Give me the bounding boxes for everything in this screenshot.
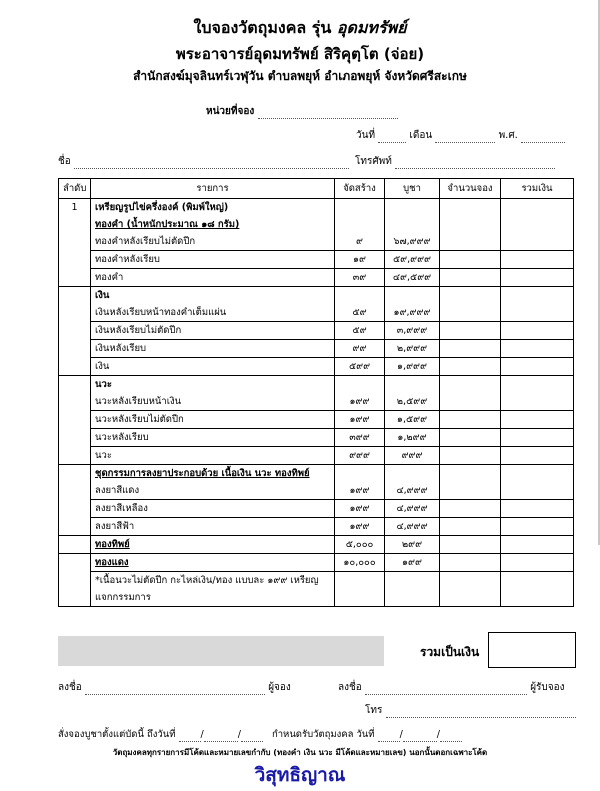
- pay-day-input[interactable]: [179, 729, 201, 742]
- table-row: [59, 572, 574, 590]
- row-price: ๑,๙๙๙: [385, 358, 440, 376]
- total-amount-box[interactable]: [488, 632, 576, 668]
- row-item: เงินหลังเรียบไม่ตัดปีก: [91, 322, 335, 340]
- table-row: [59, 554, 574, 572]
- row-made: [335, 216, 385, 233]
- row-sum[interactable]: [501, 216, 574, 233]
- row-item: ทองคำ: [91, 269, 335, 287]
- table-row: [59, 500, 574, 518]
- row-number: [59, 340, 91, 358]
- row-qty[interactable]: [440, 233, 501, 251]
- row-item: ทองคำ (น้ำหนักประมาณ ๑๘ กรัม): [91, 216, 335, 233]
- form-title: [0, 16, 600, 41]
- year-input[interactable]: [521, 130, 565, 143]
- row-price: [385, 216, 440, 233]
- table-row: [59, 340, 574, 358]
- row-qty[interactable]: [440, 554, 501, 572]
- row-item: *เนื้อนวะไม่ตัดปีก กะไหล่เงิน/ทอง แบบละ ๑๙๙ เหรียญ: [91, 572, 335, 590]
- row-item: เงินหลังเรียบหน้าทองคำเต็มแผ่น: [91, 304, 335, 322]
- row-made: ๑๙๙: [335, 518, 385, 536]
- row-price: ๓,๙๙๙: [385, 322, 440, 340]
- row-qty[interactable]: [440, 447, 501, 465]
- table-row: [59, 465, 574, 483]
- row-item: ทองแดง: [91, 554, 335, 572]
- row-sum[interactable]: [501, 304, 574, 322]
- row-sum[interactable]: [501, 518, 574, 536]
- row-price: ๔,๙๙๙: [385, 482, 440, 500]
- row-qty[interactable]: [440, 429, 501, 447]
- row-made: [335, 465, 385, 483]
- row-qty[interactable]: [440, 500, 501, 518]
- col-sum-header: รวมเงิน: [501, 179, 574, 199]
- table-row: [59, 216, 574, 233]
- row-sum[interactable]: [501, 358, 574, 376]
- row-item: นวะ: [91, 376, 335, 394]
- row-number: [59, 233, 91, 251]
- row-made: ๑๙๙: [335, 500, 385, 518]
- table-row: [59, 376, 574, 394]
- row-made: ๕๙๙: [335, 358, 385, 376]
- row-sum[interactable]: [501, 429, 574, 447]
- row-price: ๒๙๙: [385, 536, 440, 554]
- month-label: เดือน: [409, 130, 433, 141]
- receiver-phone: [365, 703, 576, 718]
- row-item: ชุดกรรมการลงยาประกอบด้วย เนื้อเงิน นวะ ทองทิพย์: [91, 465, 335, 483]
- row-price: [385, 572, 440, 590]
- row-price: [385, 376, 440, 394]
- phone-field: [355, 154, 555, 169]
- row-made: ๕,๐๐๐: [335, 536, 385, 554]
- row-sum[interactable]: [501, 233, 574, 251]
- month-input[interactable]: [435, 130, 495, 143]
- table-row: [59, 447, 574, 465]
- table-row: [59, 304, 574, 322]
- row-item: ทองคำหลังเรียบ: [91, 251, 335, 269]
- table-row: [59, 411, 574, 429]
- row-price: ๑๙,๙๙๙: [385, 304, 440, 322]
- row-item: นวะ: [91, 447, 335, 465]
- row-sum[interactable]: [501, 572, 574, 590]
- row-sum[interactable]: [501, 500, 574, 518]
- row-number: [59, 554, 91, 572]
- row-item: เหรียญรูปไข่ครึ่งองค์ (พิมพ์ใหญ่): [91, 199, 335, 217]
- row-made: [335, 287, 385, 305]
- row-made: ๑๙๙: [335, 393, 385, 411]
- row-price: ๔,๙๙๙: [385, 500, 440, 518]
- row-sum[interactable]: [501, 536, 574, 554]
- row-number: [59, 269, 91, 287]
- date-field: [356, 128, 565, 143]
- row-made: ๓๙: [335, 269, 385, 287]
- row-made: [335, 376, 385, 394]
- schedule-line: สั่งจองบูชาตั้งแต่บัดนี้ ถึงวันที่ / / กำหนดรับวัตถุมงคล วันที่ / /: [58, 727, 462, 742]
- receiver-phone-input[interactable]: [386, 705, 576, 718]
- col-made-header: จัดสร้าง: [335, 179, 385, 199]
- row-sum[interactable]: [501, 322, 574, 340]
- row-price: ๔,๙๙๙: [385, 518, 440, 536]
- row-qty[interactable]: [440, 376, 501, 394]
- receive-day-input[interactable]: [378, 729, 400, 742]
- row-item: แจกกรรมการ: [91, 589, 335, 607]
- unit-label: หน่วยที่จอง: [206, 106, 255, 117]
- row-number: [59, 589, 91, 607]
- row-item: ทองทิพย์: [91, 536, 335, 554]
- row-sum[interactable]: [501, 554, 574, 572]
- row-number: [59, 429, 91, 447]
- row-price: ๑๙๙: [385, 554, 440, 572]
- series-name: อุดมทรัพย์: [336, 18, 407, 37]
- row-item: เงิน: [91, 358, 335, 376]
- row-sum[interactable]: [501, 447, 574, 465]
- form-title-main: ใบจองวัตถุมงคล รุ่น: [193, 18, 332, 37]
- row-sum[interactable]: [501, 376, 574, 394]
- table-row: [59, 322, 574, 340]
- row-price: [385, 287, 440, 305]
- row-made: ๓๙๙: [335, 429, 385, 447]
- row-number: [59, 216, 91, 233]
- row-number: [59, 287, 91, 305]
- row-qty[interactable]: [440, 304, 501, 322]
- receive-date-label: กำหนดรับวัตถุมงคล วันที่: [271, 729, 375, 740]
- row-number: [59, 411, 91, 429]
- row-price: [385, 199, 440, 217]
- table-row: [59, 287, 574, 305]
- row-item: นวะหลังเรียบไม่ตัดปีก: [91, 411, 335, 429]
- date-label: วันที่: [356, 130, 376, 141]
- phone-input[interactable]: [395, 156, 555, 169]
- row-price: ๑,๒๙๙: [385, 429, 440, 447]
- pay-month-input[interactable]: [204, 729, 238, 742]
- row-made: ๕๙: [335, 322, 385, 340]
- row-qty[interactable]: [440, 199, 501, 217]
- order-table: [58, 178, 574, 607]
- row-item: ทองคำหลังเรียบไม่ตัดปีก: [91, 233, 335, 251]
- col-price-header: บูชา: [385, 179, 440, 199]
- row-number: [59, 376, 91, 394]
- table-row: [59, 482, 574, 500]
- row-made: ๙: [335, 233, 385, 251]
- receiver-label: ผู้รับจอง: [530, 682, 565, 693]
- row-item: ลงยาสีฟ้า: [91, 518, 335, 536]
- receiver-sign-input[interactable]: [365, 682, 527, 695]
- name-field: [58, 154, 349, 169]
- booker-signature: [58, 680, 291, 695]
- row-price: ๕๙,๙๙๙: [385, 251, 440, 269]
- pay-year-input[interactable]: [241, 729, 263, 742]
- monk-name: พระอาจารย์อุดมทรัพย์ สิริคุตฺโต (จ่อย): [175, 45, 425, 63]
- receiver-phone-label: โทร: [365, 705, 383, 716]
- pay-deadline-label: สั่งจองบูชาตั้งแต่บัดนี้ ถึงวันที่: [58, 729, 176, 740]
- unit-input[interactable]: [258, 106, 398, 119]
- year-label: พ.ศ.: [498, 130, 518, 141]
- row-price: ๔๙,๕๙๙: [385, 269, 440, 287]
- phone-label: โทรศัพท์: [355, 156, 392, 167]
- row-qty[interactable]: [440, 269, 501, 287]
- row-price: ๑,๕๙๙: [385, 411, 440, 429]
- row-price: [385, 465, 440, 483]
- row-sum[interactable]: [501, 251, 574, 269]
- row-item: ลงยาสีเหลือง: [91, 500, 335, 518]
- row-made: ๑๙๙: [335, 411, 385, 429]
- booker-sign-input[interactable]: [85, 682, 265, 695]
- row-qty[interactable]: [440, 216, 501, 233]
- row-sum[interactable]: [501, 340, 574, 358]
- row-qty[interactable]: [440, 322, 501, 340]
- row-item: เงินหลังเรียบ: [91, 340, 335, 358]
- table-row: [59, 393, 574, 411]
- row-number: [59, 518, 91, 536]
- row-price: ๒,๙๙๙: [385, 340, 440, 358]
- row-number: [59, 393, 91, 411]
- row-made: ๑๐,๐๐๐: [335, 554, 385, 572]
- row-sum[interactable]: [501, 269, 574, 287]
- row-made: ๙๙๙: [335, 447, 385, 465]
- row-price: ๖๗,๙๙๙: [385, 233, 440, 251]
- row-item: ลงยาสีแดง: [91, 482, 335, 500]
- receiver-signature: [338, 680, 565, 695]
- row-qty[interactable]: [440, 251, 501, 269]
- row-made: [335, 199, 385, 217]
- row-qty[interactable]: [440, 340, 501, 358]
- row-number: [59, 358, 91, 376]
- table-row: [59, 518, 574, 536]
- row-number: [59, 304, 91, 322]
- receive-year-input[interactable]: [440, 729, 462, 742]
- code-notice: วัตถุมงคลทุกรายการมีโค้ดและหมายเลขกำกับ (ทองคำ เงิน นวะ มีโค้ดและหมายเลข) นอกนั้นตอกเฉพาะโค้ด: [112, 748, 488, 757]
- row-sum[interactable]: [501, 287, 574, 305]
- row-made: [335, 572, 385, 590]
- row-price: ๒,๕๙๙: [385, 393, 440, 411]
- temple-location: สำนักสงฆ์มุจลินทร์เวฬุวัน ตำบลพยุห์ อำเภอพยุห์ จังหวัดศรีสะเกษ: [133, 69, 467, 83]
- sign-right-label: ลงชื่อ: [338, 682, 362, 693]
- row-made: [335, 589, 385, 607]
- row-qty[interactable]: [440, 287, 501, 305]
- table-row: [59, 199, 574, 217]
- col-item-header: รายการ: [91, 179, 335, 199]
- table-row: [59, 233, 574, 251]
- row-number: [59, 500, 91, 518]
- table-row: [59, 429, 574, 447]
- table-header-row: [59, 179, 574, 199]
- row-made: ๑๙: [335, 251, 385, 269]
- booker-label: ผู้จอง: [268, 682, 291, 693]
- row-sum[interactable]: [501, 199, 574, 217]
- row-qty[interactable]: [440, 358, 501, 376]
- row-number: [59, 482, 91, 500]
- row-price: [385, 589, 440, 607]
- row-qty[interactable]: [440, 518, 501, 536]
- row-number: 1: [59, 199, 91, 217]
- row-made: ๙๙: [335, 340, 385, 358]
- row-made: ๕๙: [335, 304, 385, 322]
- row-number: [59, 536, 91, 554]
- row-qty[interactable]: [440, 536, 501, 554]
- row-sum[interactable]: [501, 393, 574, 411]
- name-input[interactable]: [74, 156, 349, 169]
- row-item: นวะหลังเรียบหน้าเงิน: [91, 393, 335, 411]
- row-qty[interactable]: [440, 482, 501, 500]
- row-number: [59, 322, 91, 340]
- row-sum[interactable]: [501, 482, 574, 500]
- row-qty[interactable]: [440, 572, 501, 590]
- row-price: ๙๙๙: [385, 447, 440, 465]
- row-qty[interactable]: [440, 393, 501, 411]
- date-input[interactable]: [378, 130, 406, 143]
- row-sum[interactable]: [501, 465, 574, 483]
- total-label: รวมเป็นเงิน: [420, 645, 480, 659]
- row-number: [59, 572, 91, 590]
- col-qty-header: จำนวนจอง: [440, 179, 501, 199]
- name-label: ชื่อ: [58, 156, 71, 167]
- row-sum[interactable]: [501, 411, 574, 429]
- row-made: ๑๙๙: [335, 482, 385, 500]
- table-row: [59, 358, 574, 376]
- table-row: [59, 251, 574, 269]
- row-sum[interactable]: [501, 589, 574, 607]
- row-number: [59, 447, 91, 465]
- table-row: [59, 589, 574, 607]
- watermark-stamp: วิสุทธิญาณ: [254, 764, 346, 786]
- row-number: [59, 465, 91, 483]
- row-item: นวะหลังเรียบ: [91, 429, 335, 447]
- unit-field: [206, 104, 398, 119]
- row-qty[interactable]: [440, 411, 501, 429]
- table-row: [59, 536, 574, 554]
- row-item: เงิน: [91, 287, 335, 305]
- receive-month-input[interactable]: [403, 729, 437, 742]
- col-no-header: ลำดับ: [59, 179, 91, 199]
- row-qty[interactable]: [440, 589, 501, 607]
- row-number: [59, 251, 91, 269]
- row-qty[interactable]: [440, 465, 501, 483]
- sign-left-label: ลงชื่อ: [58, 682, 82, 693]
- total-bar: [58, 636, 384, 666]
- table-row: [59, 269, 574, 287]
